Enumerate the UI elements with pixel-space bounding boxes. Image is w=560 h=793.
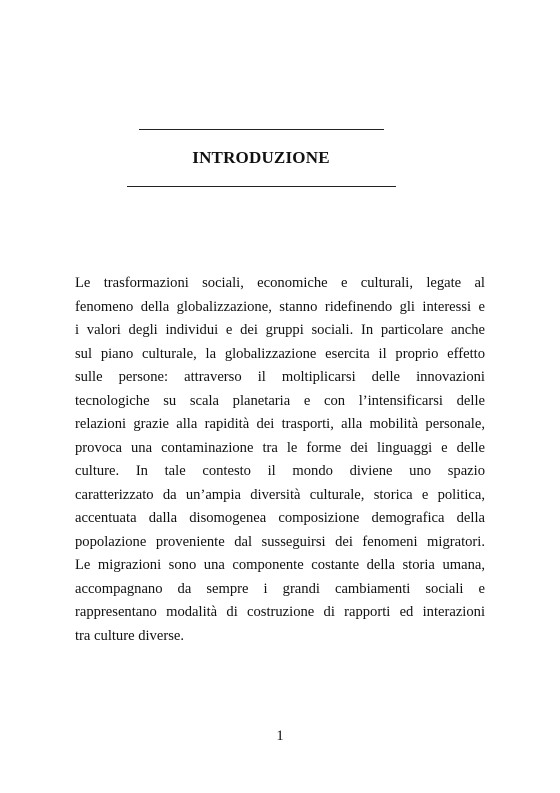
paragraph-line: provoca una contaminazione tra le forme dei linguaggi e delle bbox=[75, 439, 485, 456]
paragraph-line: Le migrazioni sono una componente costante della storia umana, bbox=[75, 557, 485, 573]
paragraph-line: accompagnano da sempre i grandi cambiamenti sociali e bbox=[75, 580, 485, 597]
paragraph-line: caratterizzato da un’ampia diversità culturale, storica e politica, bbox=[75, 486, 485, 503]
paragraph-line: i valori degli individui e dei gruppi sociali. In particolare anche bbox=[75, 322, 485, 338]
paragraph-line: sulle persone: attraverso il moltiplicarsi delle innovazioni bbox=[75, 369, 485, 385]
title-bottom-rule bbox=[127, 186, 396, 187]
introduction-paragraph bbox=[75, 272, 485, 648]
paragraph-line: popolazione proveniente dal susseguirsi dei fenomeni migratori. bbox=[75, 533, 485, 550]
chapter-title: INTRODUZIONE bbox=[192, 148, 330, 167]
paragraph-line: accentuata dalla disomogenea composizione demografica della bbox=[75, 510, 485, 526]
page-number: 1 bbox=[276, 728, 284, 744]
paragraph-line: tecnologiche su scala planetaria e con l’intensificarsi delle bbox=[75, 392, 485, 409]
title-top-rule bbox=[139, 129, 384, 130]
paragraph-line: relazioni grazie alla rapidità dei trasporti, alla mobilità personale, bbox=[75, 416, 485, 432]
paragraph-line: culture. In tale contesto il mondo diviene uno spazio bbox=[75, 463, 485, 479]
paragraph-line: sul piano culturale, la globalizzazione esercita il proprio effetto bbox=[75, 345, 485, 362]
paragraph-line: Le trasformazioni sociali, economiche e culturali, legate al bbox=[75, 275, 485, 291]
paragraph-line: tra culture diverse. bbox=[75, 627, 184, 644]
paragraph-line: fenomeno della globalizzazione, stanno ridefinendo gli interessi e bbox=[75, 298, 485, 315]
paragraph-line: rappresentano modalità di costruzione di rapporti ed interazioni bbox=[75, 604, 485, 620]
